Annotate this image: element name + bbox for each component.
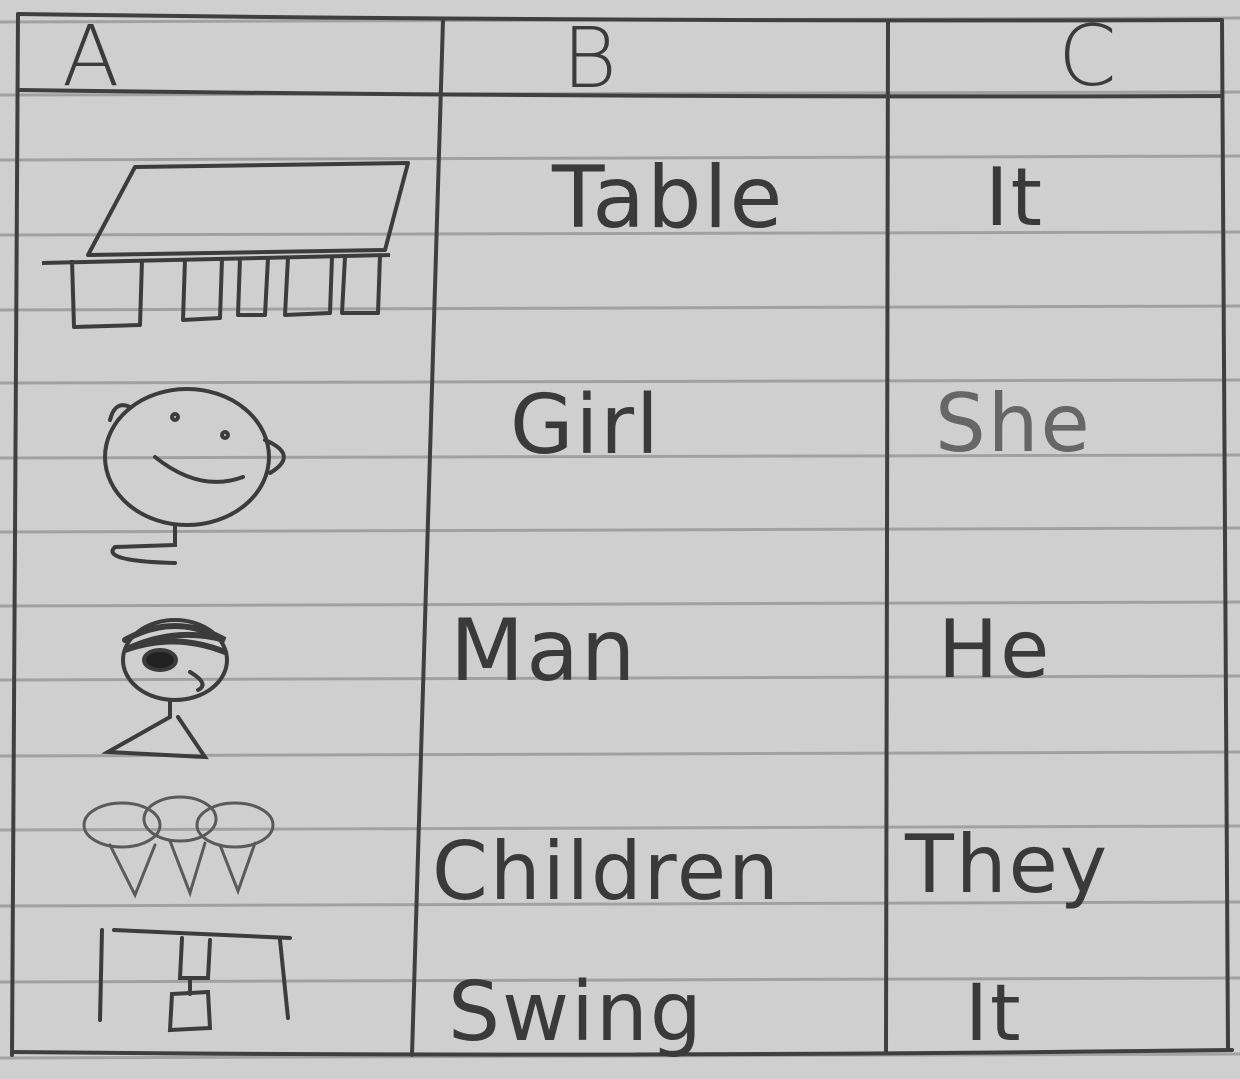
column-header-c: C xyxy=(1058,7,1117,105)
pronoun-they: They xyxy=(905,818,1110,911)
pronoun-she: She xyxy=(935,377,1092,470)
noun-children: Children xyxy=(432,825,781,918)
column-header-b: B xyxy=(562,9,618,107)
table-drawing xyxy=(40,155,420,335)
swing-drawing xyxy=(90,920,300,1040)
girl-drawing xyxy=(95,385,305,575)
noun-swing: Swing xyxy=(448,965,704,1060)
pronoun-it-2: It xyxy=(965,969,1023,1059)
man-drawing xyxy=(100,612,240,767)
noun-girl: Girl xyxy=(510,378,661,473)
pronoun-he: He xyxy=(938,603,1052,696)
children-drawing xyxy=(80,795,280,905)
noun-table: Table xyxy=(552,148,785,248)
pronoun-it-1: It xyxy=(985,151,1044,244)
noun-man: Man xyxy=(450,601,638,701)
column-header-a: A xyxy=(62,7,120,105)
